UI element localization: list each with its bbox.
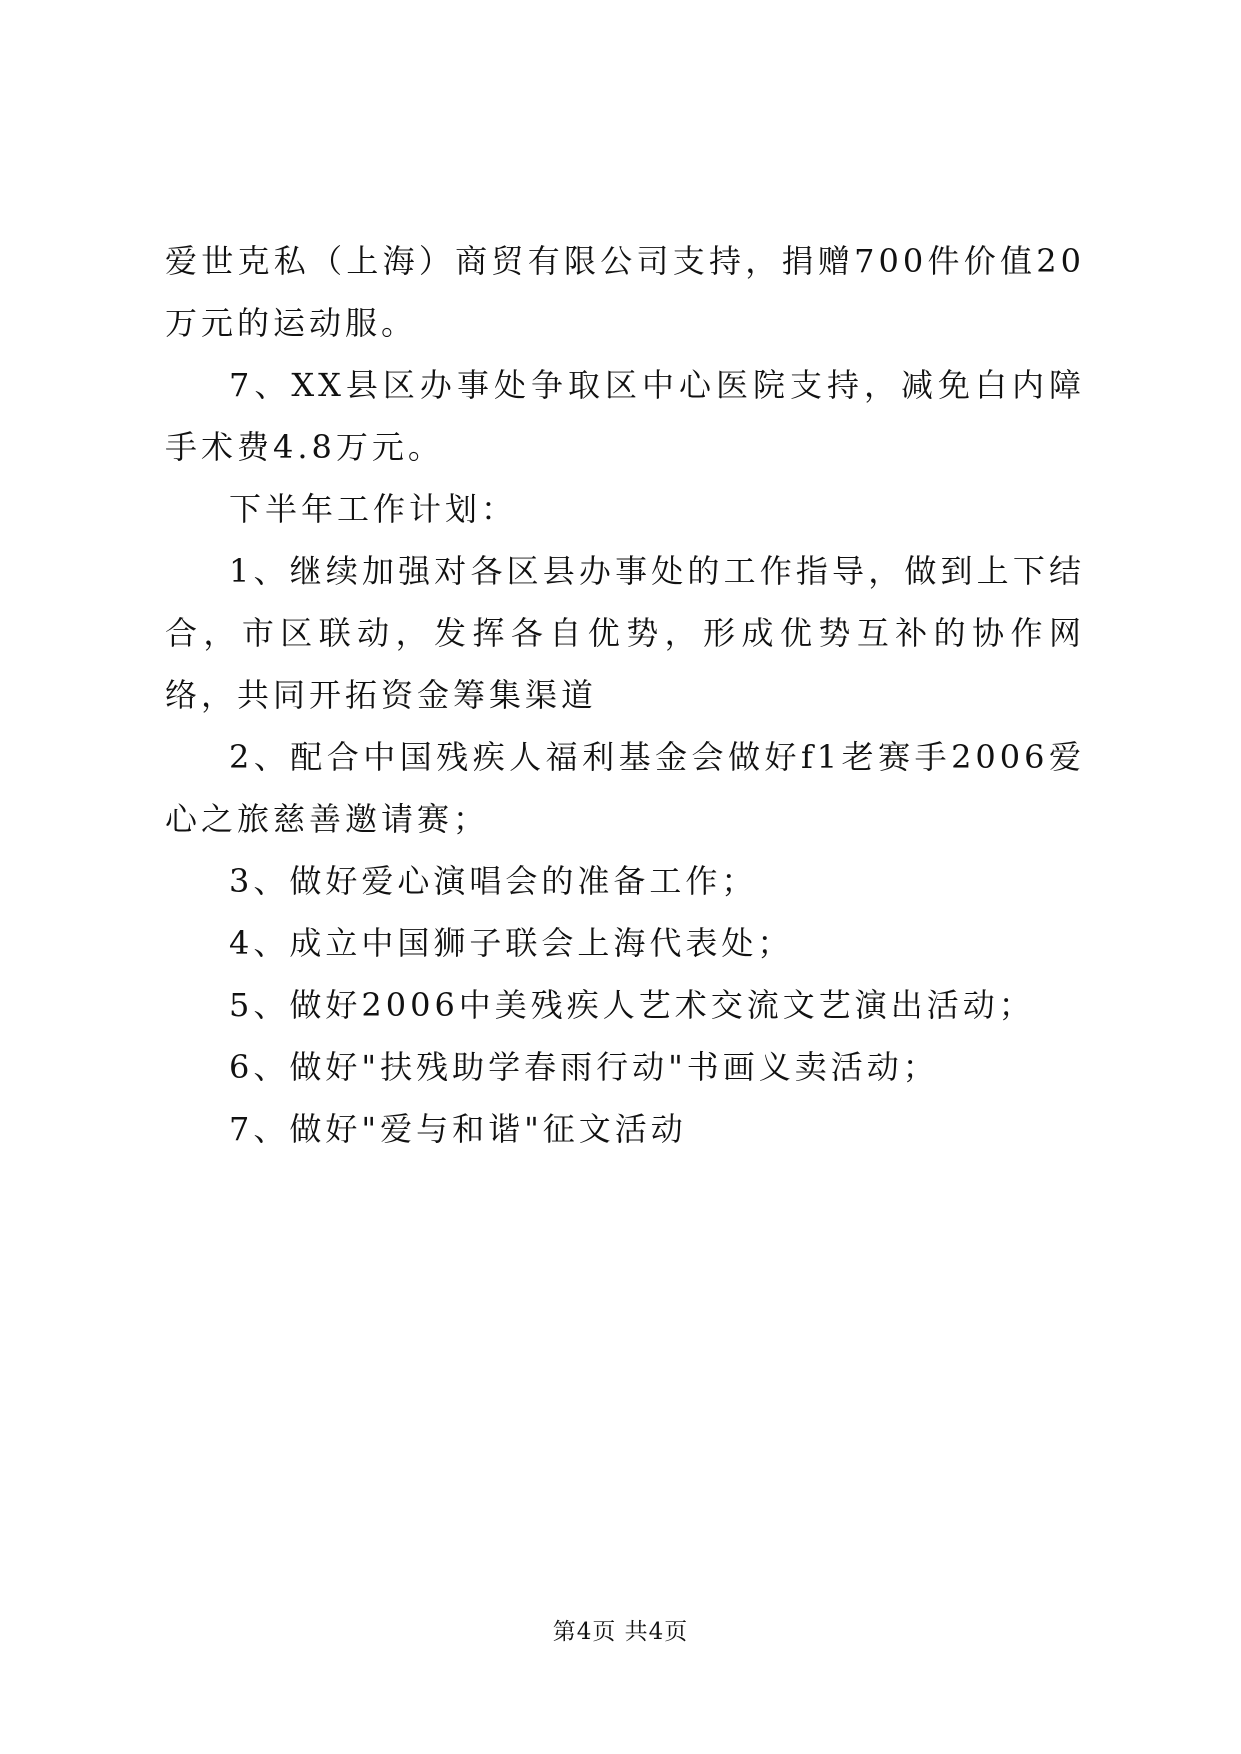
plan-item-3: 3、做好爱心演唱会的准备工作； bbox=[229, 862, 758, 900]
plan-item-1: 1、继续加强对各区县办事处的工作指导，做到上下结合，市区联动，发挥各自优势，形成优势互补的协作网络，共同开拓资金筹集渠道 bbox=[165, 552, 1085, 714]
plan-item-2: 2、配合中国残疾人福利基金会做好f1老赛手2006爱心之旅慈善邀请赛； bbox=[165, 738, 1085, 838]
section-heading-plan: 下半年工作计划： bbox=[229, 490, 518, 528]
plan-item-4: 4、成立中国狮子联会上海代表处； bbox=[229, 924, 794, 962]
plan-item-6: 6、做好"扶残助学春雨行动"书画义卖活动； bbox=[229, 1048, 939, 1086]
paragraph-item-7: 7、XX县区办事处争取区中心医院支持，减免白内障手术费4.8万元。 bbox=[165, 366, 1085, 466]
page-number-footer: 第4页 共4页 bbox=[552, 1619, 689, 1645]
plan-item-7: 7、做好"爱与和谐"征文活动 bbox=[229, 1110, 687, 1148]
plan-item-5: 5、做好2006中美残疾人艺术交流文艺演出活动； bbox=[229, 986, 1035, 1024]
paragraph-continued: 爱世克私（上海）商贸有限公司支持，捐赠700件价值20万元的运动服。 bbox=[165, 242, 1085, 342]
document-body bbox=[165, 230, 1085, 1160]
